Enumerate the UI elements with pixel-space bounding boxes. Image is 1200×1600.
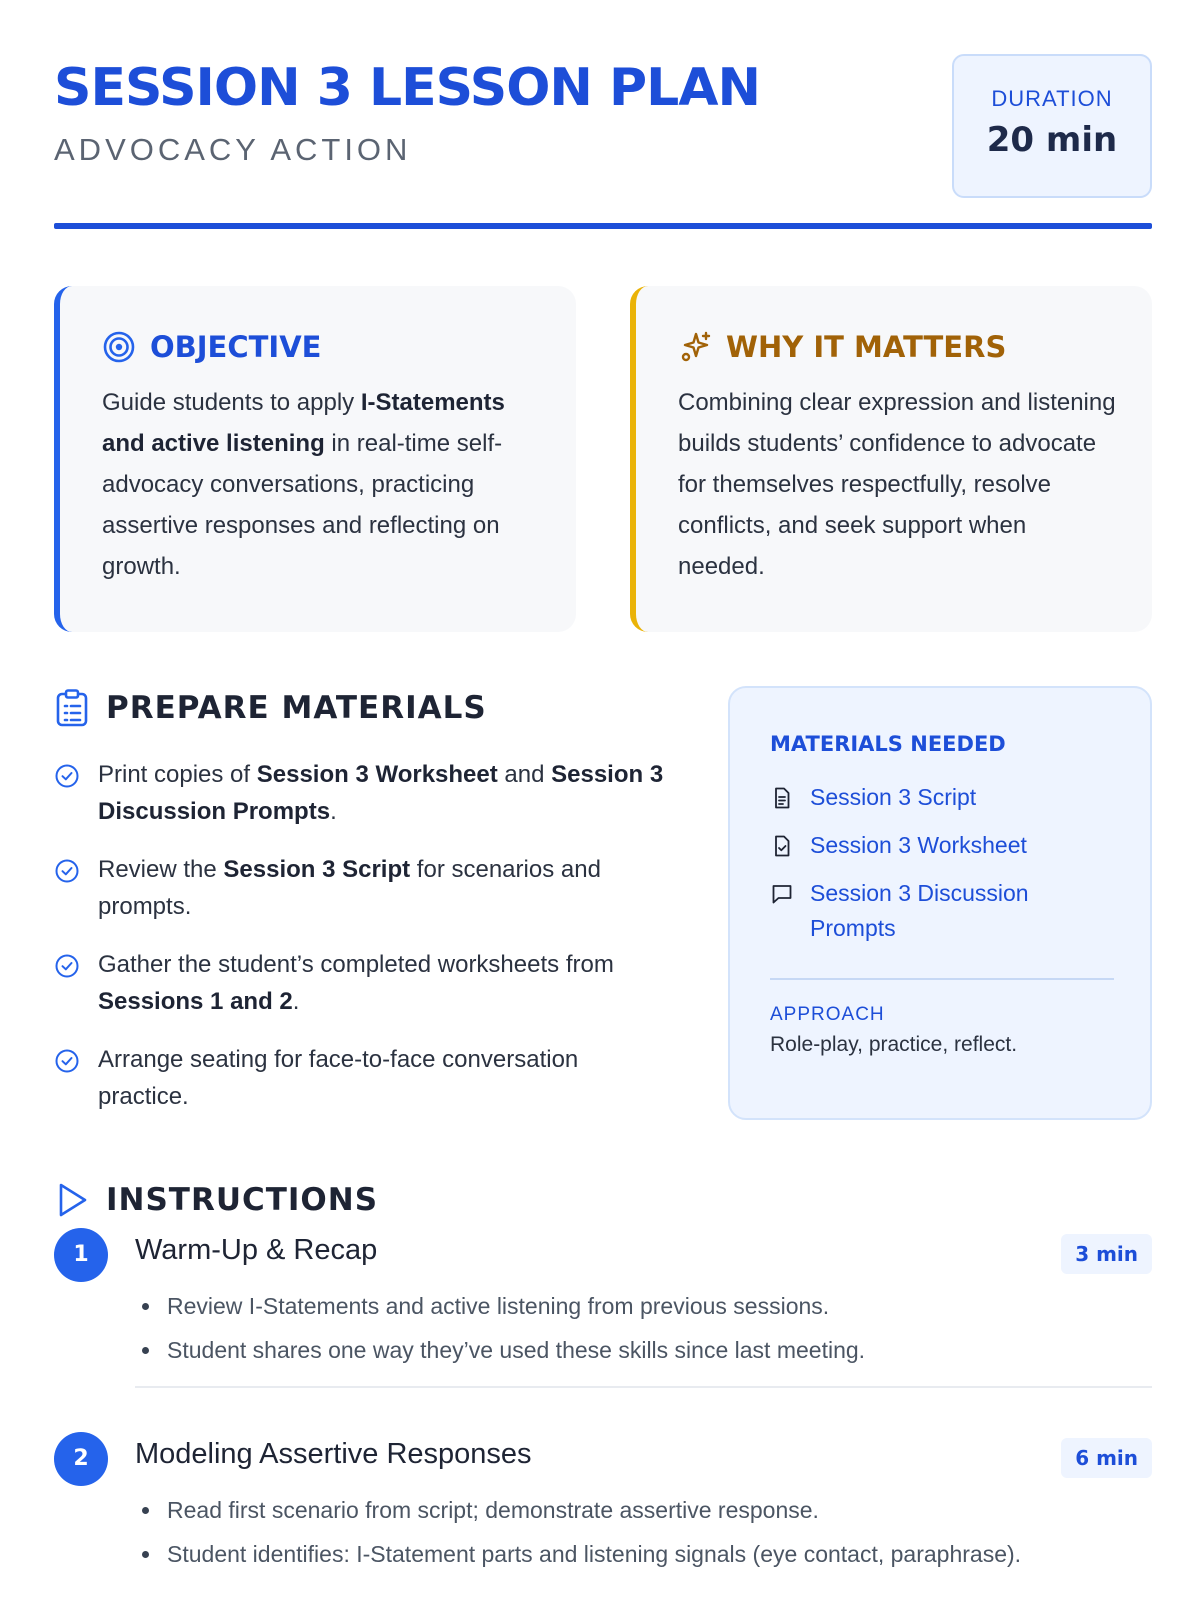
why-text: Combining clear expression and listening builds students’ confidence to advocate for themselves respectfully, resolve conflicts, and seek support when needed.: [678, 389, 1116, 580]
objective-text: [102, 382, 542, 587]
prepare-item: [54, 946, 674, 1020]
step-title: Warm-Up & Recap: [135, 1234, 378, 1266]
objective-title: OBJECTIVE: [150, 330, 322, 364]
step-bullet: Student shares one way they’ve used these skills since last meeting.: [135, 1328, 1152, 1372]
objective-heading: [102, 330, 321, 364]
prepare-materials-title: PREPARE MATERIALS: [106, 690, 487, 726]
material-item[interactable]: [770, 780, 1110, 815]
prepare-item: [54, 756, 674, 830]
step-bullet: Review I-Statements and active listening from previous sessions.: [135, 1284, 1152, 1328]
step-time-badge: 6 min: [1061, 1438, 1152, 1478]
material-item-label: Session 3 Discussion Prompts: [810, 880, 1029, 941]
prepare-item-text: Gather the student’s completed worksheets from: [98, 951, 614, 978]
prepare-list: [54, 756, 674, 1136]
why-it-matters-card: [630, 286, 1152, 632]
materials-divider: [770, 978, 1114, 980]
step-bullet-list: [135, 1488, 1152, 1576]
prepare-item-text: Review the: [98, 856, 224, 883]
approach-label: APPROACH: [770, 1004, 885, 1025]
prepare-item-bold: Session 3 Worksheet: [256, 761, 498, 788]
prepare-materials-heading: [54, 688, 487, 728]
step-bullet: Student identifies: I-Statement parts and listening signals (eye contact, paraphrase).: [135, 1532, 1152, 1576]
prepare-item-text: for scenarios and prompts.: [98, 856, 601, 920]
objective-text-part: Guide students to apply: [102, 389, 361, 416]
prepare-item: [54, 851, 674, 925]
page-title: SESSION 3 LESSON PLAN: [54, 58, 761, 118]
play-icon: [54, 1180, 90, 1220]
prepare-item: [54, 1041, 674, 1115]
materials-needed-panel: [728, 686, 1152, 1120]
why-heading: [678, 330, 1006, 364]
duration-value: 20 min: [986, 120, 1118, 160]
prepare-item-bold: Session 3 Discussion Prompts: [98, 761, 664, 825]
prepare-item-bold: Sessions 1 and 2: [98, 988, 293, 1015]
why-title: WHY IT MATTERS: [726, 330, 1007, 364]
materials-list: [770, 780, 1110, 959]
header: [54, 52, 1152, 202]
check-circle-icon: [54, 953, 80, 979]
step-time-badge: 3 min: [1061, 1234, 1152, 1274]
duration-badge: [952, 54, 1152, 198]
check-circle-icon: [54, 763, 80, 789]
clipboard-icon: [54, 688, 90, 728]
step-number-badge: 1: [54, 1228, 108, 1282]
material-item-label: Session 3 Worksheet: [810, 832, 1027, 858]
materials-needed-label: MATERIALS NEEDED: [770, 732, 1006, 756]
checked-document-icon: [770, 834, 794, 858]
duration-label: DURATION: [991, 86, 1113, 111]
page-subtitle: ADVOCACY ACTION: [54, 132, 412, 167]
step-bullet: Read first scenario from script; demonstrate assertive response.: [135, 1488, 1152, 1532]
prepare-item-text: .: [330, 798, 337, 825]
objective-card: [54, 286, 576, 632]
check-circle-icon: [54, 1048, 80, 1074]
instructions-heading: [54, 1180, 378, 1220]
chat-bubble-icon: [770, 882, 794, 906]
step-divider: [135, 1386, 1152, 1388]
prepare-item-text: Print copies of: [98, 761, 257, 788]
check-circle-icon: [54, 858, 80, 884]
step-bullet-list: [135, 1284, 1152, 1372]
material-item[interactable]: [770, 876, 1110, 946]
sparkles-icon: [678, 330, 712, 364]
lesson-plan-page: [54, 0, 1152, 1600]
target-icon: [102, 330, 136, 364]
approach-text: Role-play, practice, reflect.: [770, 1033, 1018, 1056]
material-item-label: Session 3 Script: [810, 784, 977, 810]
header-divider: [54, 223, 1152, 229]
prepare-item-text: .: [292, 988, 300, 1015]
step-title: Modeling Assertive Responses: [135, 1438, 532, 1470]
step-number-badge: 2: [54, 1432, 108, 1486]
objective-text-bold: I-Statements and active listening: [102, 389, 505, 457]
prepare-item-text: Arrange seating for face-to-face conversation practice.: [98, 1046, 579, 1110]
material-item[interactable]: [770, 828, 1110, 863]
document-icon: [770, 786, 794, 810]
instructions-title: INSTRUCTIONS: [106, 1182, 379, 1218]
prepare-item-text: and: [497, 761, 552, 788]
objective-text-part: in real-time self-advocacy conversations, practicing assertive responses and reflecting on growth.: [102, 430, 503, 580]
prepare-item-bold: Session 3 Script: [223, 856, 411, 883]
